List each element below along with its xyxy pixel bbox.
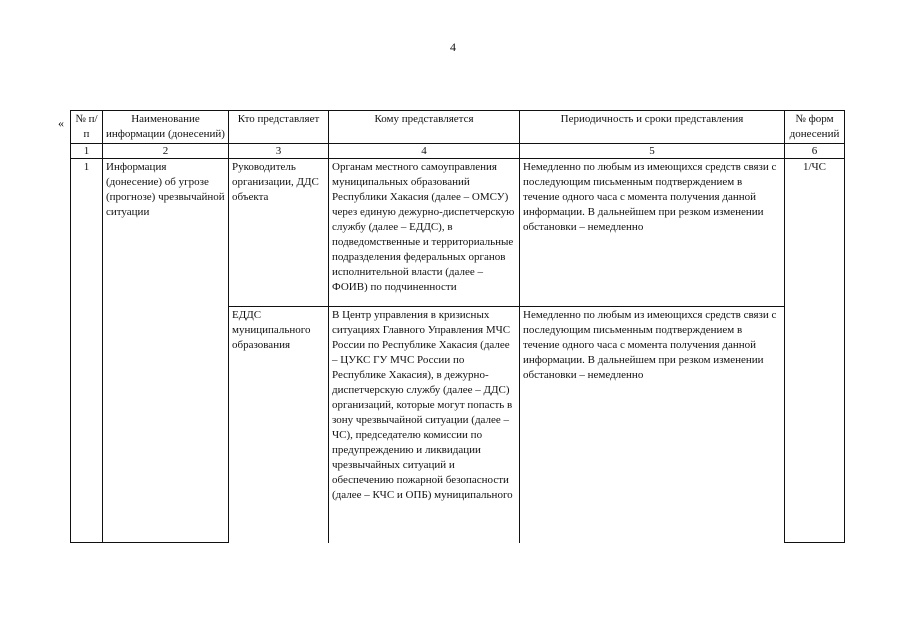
table-header-row — [71, 111, 845, 144]
reports-table — [70, 110, 845, 543]
column-number-row — [71, 144, 845, 159]
header-period: Периодичность и сроки представления — [520, 111, 785, 144]
row-form-number: 1/ЧС — [785, 159, 845, 543]
table-row — [71, 159, 845, 307]
page-number: 4 — [450, 40, 456, 54]
row-who: ЕДДС муниципального образования — [229, 307, 329, 543]
column-number: 3 — [229, 144, 329, 159]
row-period: Немедленно по любым из имеющихся средств связи с последующим письменным подтверждением в течение одного часа с момента получения данной информации. В дальнейшем при резком изменении обстановки – немедленно — [520, 307, 785, 543]
header-form: № форм донесений — [785, 111, 845, 144]
column-number: 1 — [71, 144, 103, 159]
row-to-whom: Органам местного самоуправления муниципальных образований Республики Хакасия (далее – ОМСУ) через единую дежурно-диспетчерскую службу (далее – ЕДДС), в подведомственные и территориальные подразделения федеральных органов исполнительной власти (далее – ФОИВ) по подчиненности — [329, 159, 520, 307]
opening-quote: « — [58, 116, 64, 130]
row-to-whom: В Центр управления в кризисных ситуациях Главного Управления МЧС России по Республике Хакасия (далее – ЦУКС ГУ МЧС России по Республике Хакасия), в дежурно-диспетчерскую службу (далее – ДДС) организаций, которые могут попасть в зону чрезвычайной ситуации (далее – ЧС), председателю комиссии по предупреждению и ликвидации чрезвычайных ситуаций и обеспечению пожарной безопасности (далее – КЧС и ОПБ) муниципального — [329, 307, 520, 543]
row-who: Руководитель организации, ДДС объекта — [229, 159, 329, 307]
column-number: 2 — [103, 144, 229, 159]
column-number: 5 — [520, 144, 785, 159]
header-name: Наименование информации (донесений) — [103, 111, 229, 144]
row-info-name: Информация (донесение) об угрозе (прогнозе) чрезвычайной ситуации — [103, 159, 229, 543]
row-period: Немедленно по любым из имеющихся средств связи с последующим письменным подтверждением в течение одного часа с момента получения данной информации. В дальнейшем при резком изменении обстановки – немедленно — [520, 159, 785, 307]
column-number: 6 — [785, 144, 845, 159]
row-number: 1 — [71, 159, 103, 543]
column-number: 4 — [329, 144, 520, 159]
header-to-whom: Кому представляется — [329, 111, 520, 144]
header-who: Кто представляет — [229, 111, 329, 144]
header-num: № п/п — [71, 111, 103, 144]
